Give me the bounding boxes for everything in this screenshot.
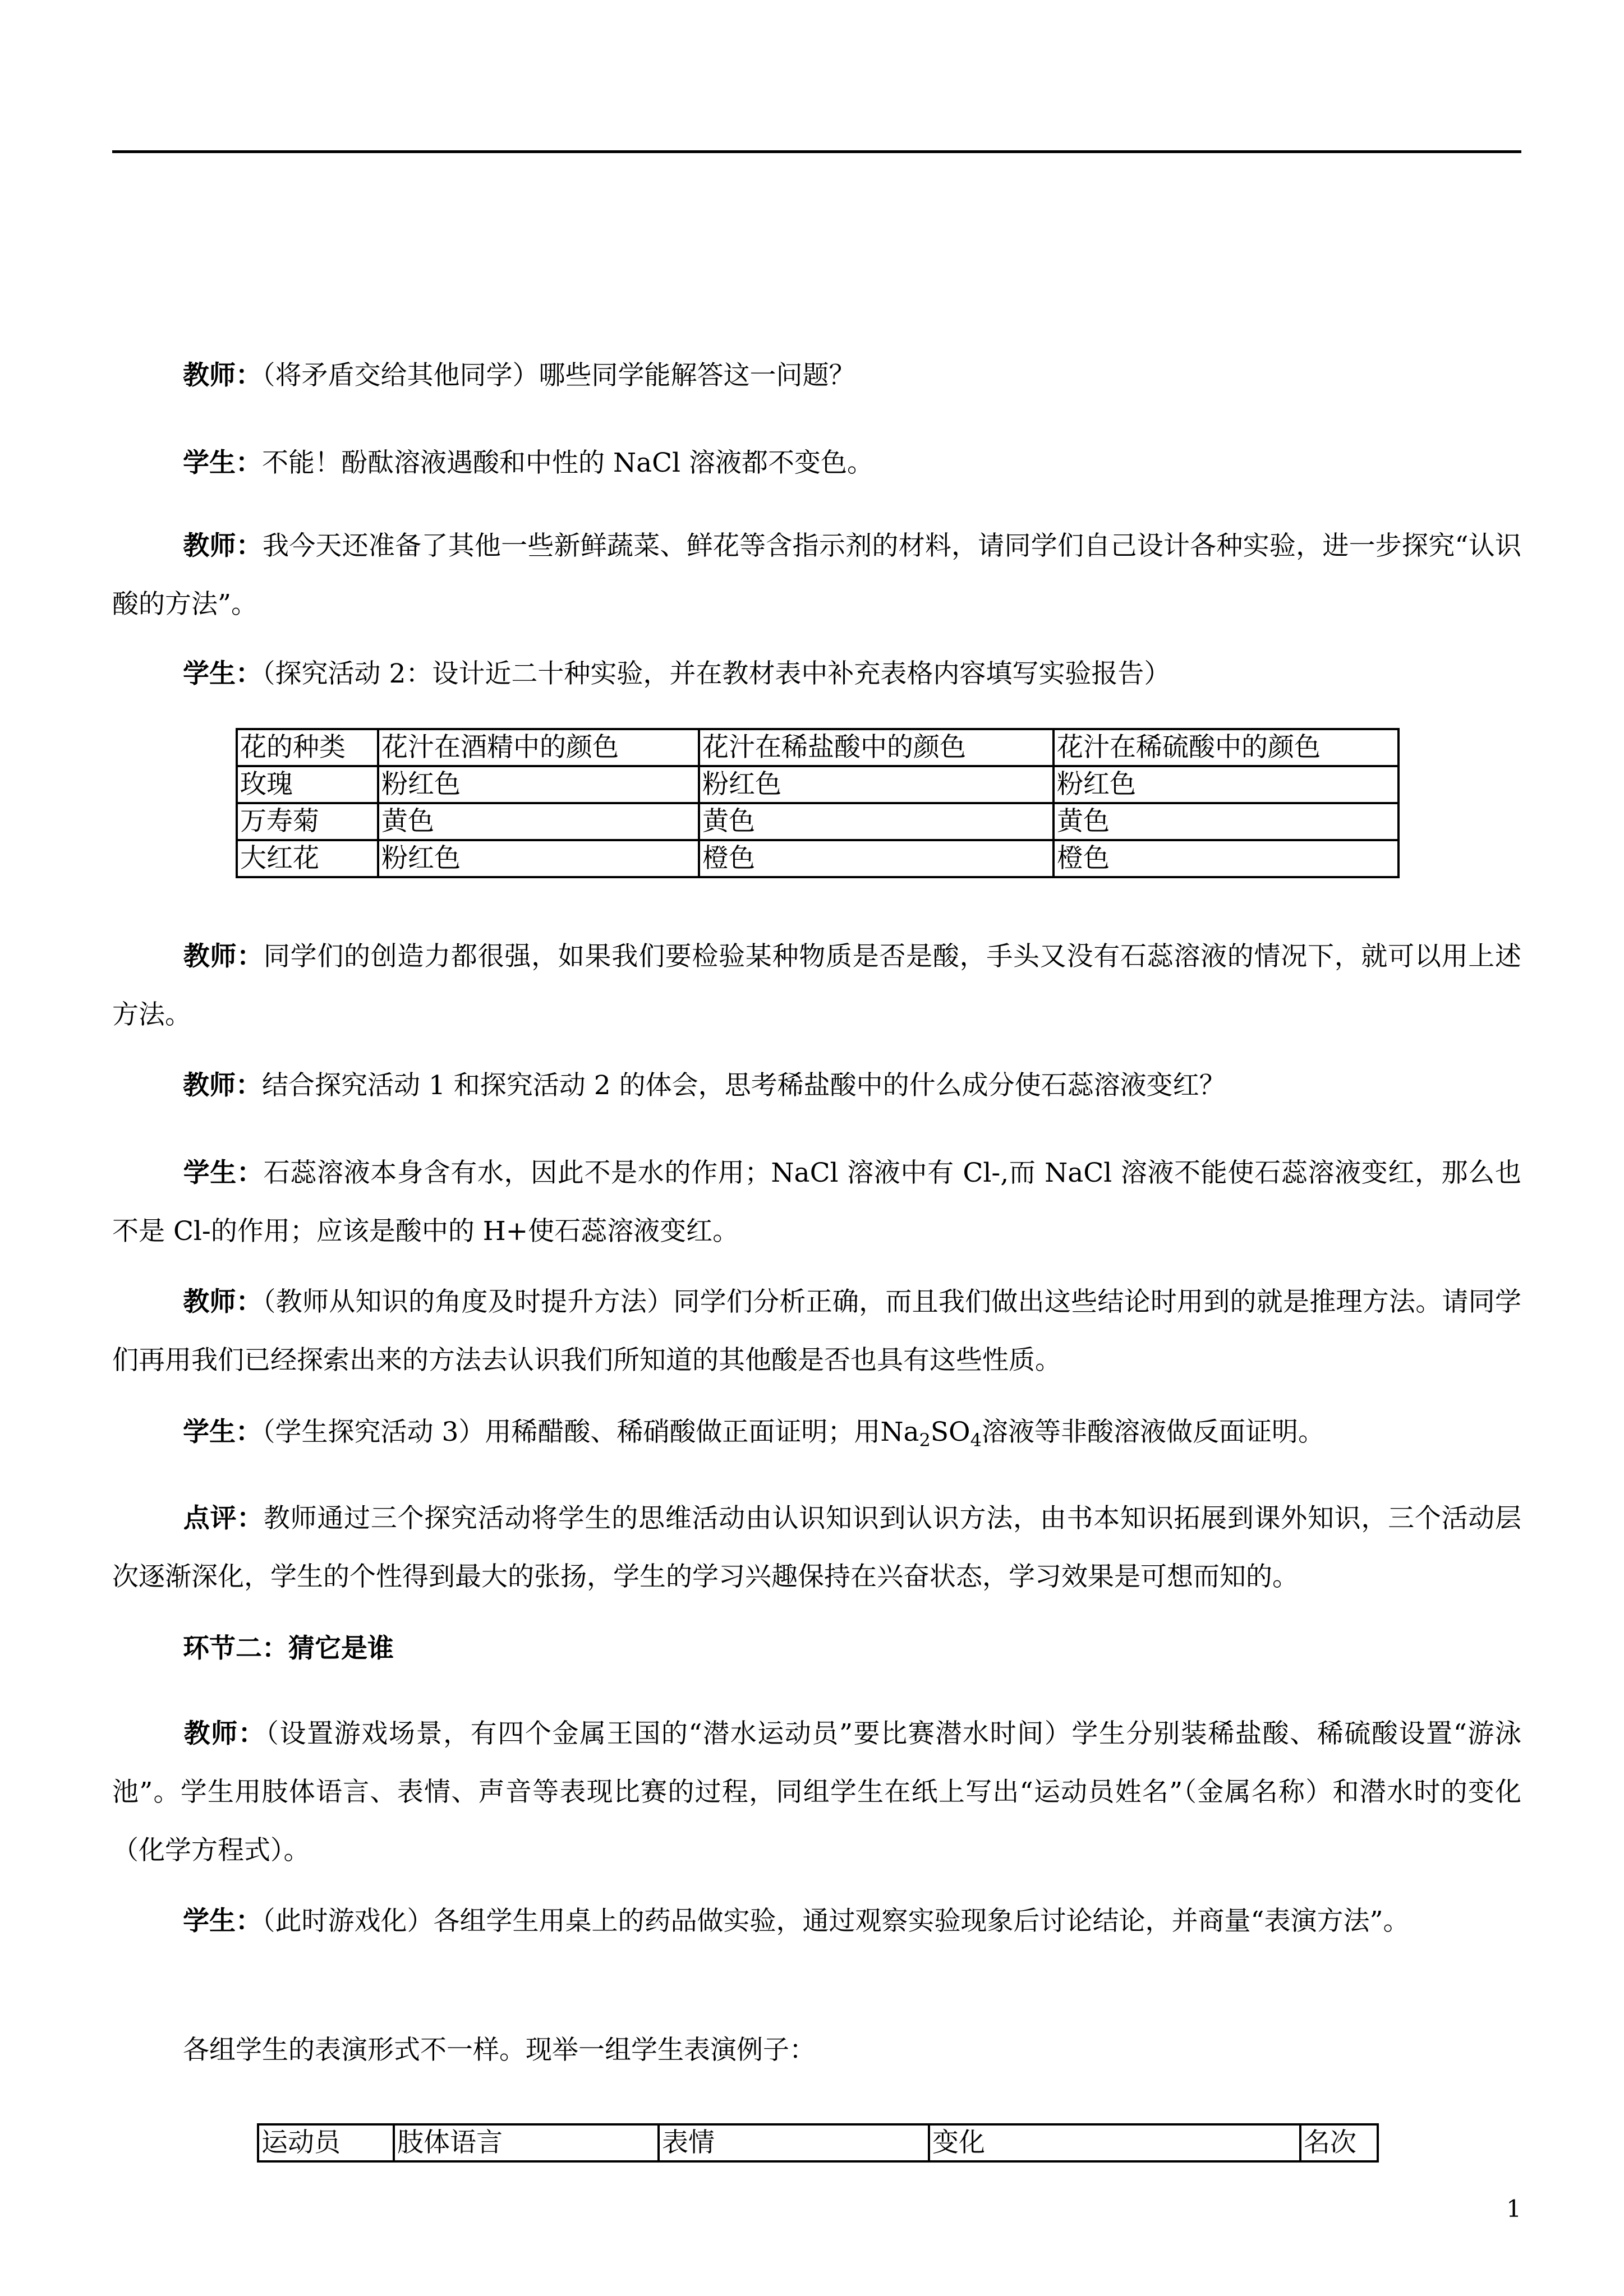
table-cell: 黄色 [378,803,699,840]
speaker-label: 教师： [183,1287,263,1317]
paragraph-text: （设置游戏场景，有四个金属王国的“潜水运动员”要比赛潜水时间）学生分别装稀盐酸、稀硫酸设置“游泳池”。学生用肢体语言、表情、声音等表现比赛的过程，同组学生在纸上写出“运动员姓名”（金属名称）和潜水时的变化（化学方程式）。 [112,1718,1521,1866]
table-header-cell: 变化 [929,2124,1300,2161]
table-header-cell: 肢体语言 [394,2124,659,2161]
performance-table [257,2123,1379,2163]
speaker-label: 学生： [183,1158,264,1188]
table-row [237,766,1398,803]
speaker-label: 学生： [183,1417,262,1447]
body-paragraph [112,2021,1521,2080]
paragraph-text: 石蕊溶液本身含有水，因此不是水的作用；NaCl 溶液中有 Cl-,而 NaCl 溶液不能使石蕊溶液变红，那么也不是 Cl-的作用；应该是酸中的 H+使石蕊溶液变红。 [112,1158,1521,1247]
dialogue-paragraph [112,1144,1521,1261]
speaker-label: 教师： [183,360,262,391]
paragraph-text: （将矛盾交给其他同学）哪些同学能解答这一问题？ [262,360,855,391]
table-header-cell: 花汁在稀盐酸中的颜色 [699,729,1053,766]
paragraph-text: （学生探究活动 3）用稀醋酸、稀硝酸做正面证明；用 [262,1417,881,1447]
paragraph-text: 结合探究活动 1 和探究活动 2 的体会，思考稀盐酸中的什么成分使石蕊溶液变红？ [262,1070,1226,1101]
commentary-paragraph [112,1490,1521,1606]
speaker-label: 点评： [183,1503,264,1534]
table-cell: 黄色 [699,803,1053,840]
dialogue-paragraph [112,645,1521,703]
header-rule [112,150,1521,153]
paragraph-text: 不能！酚酞溶液遇酸和中性的 NaCl 溶液都不变色。 [262,448,874,478]
dialogue-paragraph [112,347,1521,405]
paragraph-text: （教师从知识的角度及时提升方法）同学们分析正确，而且我们做出这些结论时用到的就是推理方法。请同学们再用我们已经探索出来的方法去认识我们所知道的其他酸是否也具有这些性质。 [112,1287,1522,1376]
dialogue-paragraph [112,1403,1521,1469]
table-cell: 橙色 [699,840,1053,877]
table-header-cell: 运动员 [258,2124,394,2161]
table-cell: 粉红色 [378,766,699,803]
speaker-label: 学生： [183,448,262,478]
speaker-label: 教师： [183,531,263,561]
paragraph-text: （探究活动 2：设计近二十种实验，并在教材表中补充表格内容填写实验报告） [262,658,1171,689]
flower-color-table [236,728,1400,878]
table-cell: 黄色 [1053,803,1398,840]
table-header-row [258,2124,1378,2161]
table-header-cell: 花汁在稀硫酸中的颜色 [1053,729,1398,766]
paragraph-text: 教师通过三个探究活动将学生的思维活动由认识知识到认识方法，由书本知识拓展到课外知识，三个活动层次逐渐深化，学生的个性得到最大的张扬，学生的学习兴趣保持在兴奋状态，学习效果是可想而知的。 [112,1503,1522,1592]
table-cell: 粉红色 [699,766,1053,803]
table-row [237,840,1398,877]
chemical-formula: $Na_2SO_4$ [880,1417,982,1451]
table-header-cell: 花汁在酒精中的颜色 [378,729,699,766]
table-header-cell: 名次 [1300,2124,1378,2161]
table-cell: 橙色 [1053,840,1398,877]
table-header-cell: 表情 [659,2124,929,2161]
dialogue-paragraph [112,434,1521,492]
speaker-label: 学生： [183,658,262,689]
dialogue-paragraph [112,517,1521,634]
speaker-label: 教师： [183,941,264,972]
dialogue-paragraph [112,1892,1521,1951]
paragraph-text: 各组学生的表演形式不一样。现举一组学生表演例子： [183,2035,816,2066]
speaker-label: 学生： [183,1906,262,1937]
paragraph-text: 溶液等非酸溶液做反面证明。 [981,1417,1324,1447]
table-cell: 粉红色 [1053,766,1398,803]
table-cell: 粉红色 [378,840,699,877]
dialogue-paragraph [112,1273,1521,1390]
table-cell: 万寿菊 [237,803,378,840]
page-number: 1 [1506,2195,1521,2223]
table-cell: 大红花 [237,840,378,877]
dialogue-paragraph [112,1057,1521,1115]
paragraph-text: 同学们的创造力都很强，如果我们要检验某种物质是否是酸，手头又没有石蕊溶液的情况下，就可以用上述方法。 [112,941,1522,1030]
paragraph-text: 我今天还准备了其他一些新鲜蔬菜、鲜花等含指示剂的材料，请同学们自己设计各种实验，进一步探究“认识酸的方法”。 [112,531,1522,620]
table-header-row [237,729,1398,766]
dialogue-paragraph [112,928,1521,1044]
speaker-label: 教师： [183,1718,266,1749]
paragraph-text: （此时游戏化）各组学生用桌上的药品做实验，通过观察实验现象后讨论结论，并商量“表演方法”。 [262,1906,1410,1937]
speaker-label: 教师： [183,1070,262,1101]
table-row [237,803,1398,840]
table-cell: 玫瑰 [237,766,378,803]
table-header-cell: 花的种类 [237,729,378,766]
dialogue-paragraph [112,1705,1521,1880]
section-heading: 环节二：猜它是谁 [183,1633,394,1664]
